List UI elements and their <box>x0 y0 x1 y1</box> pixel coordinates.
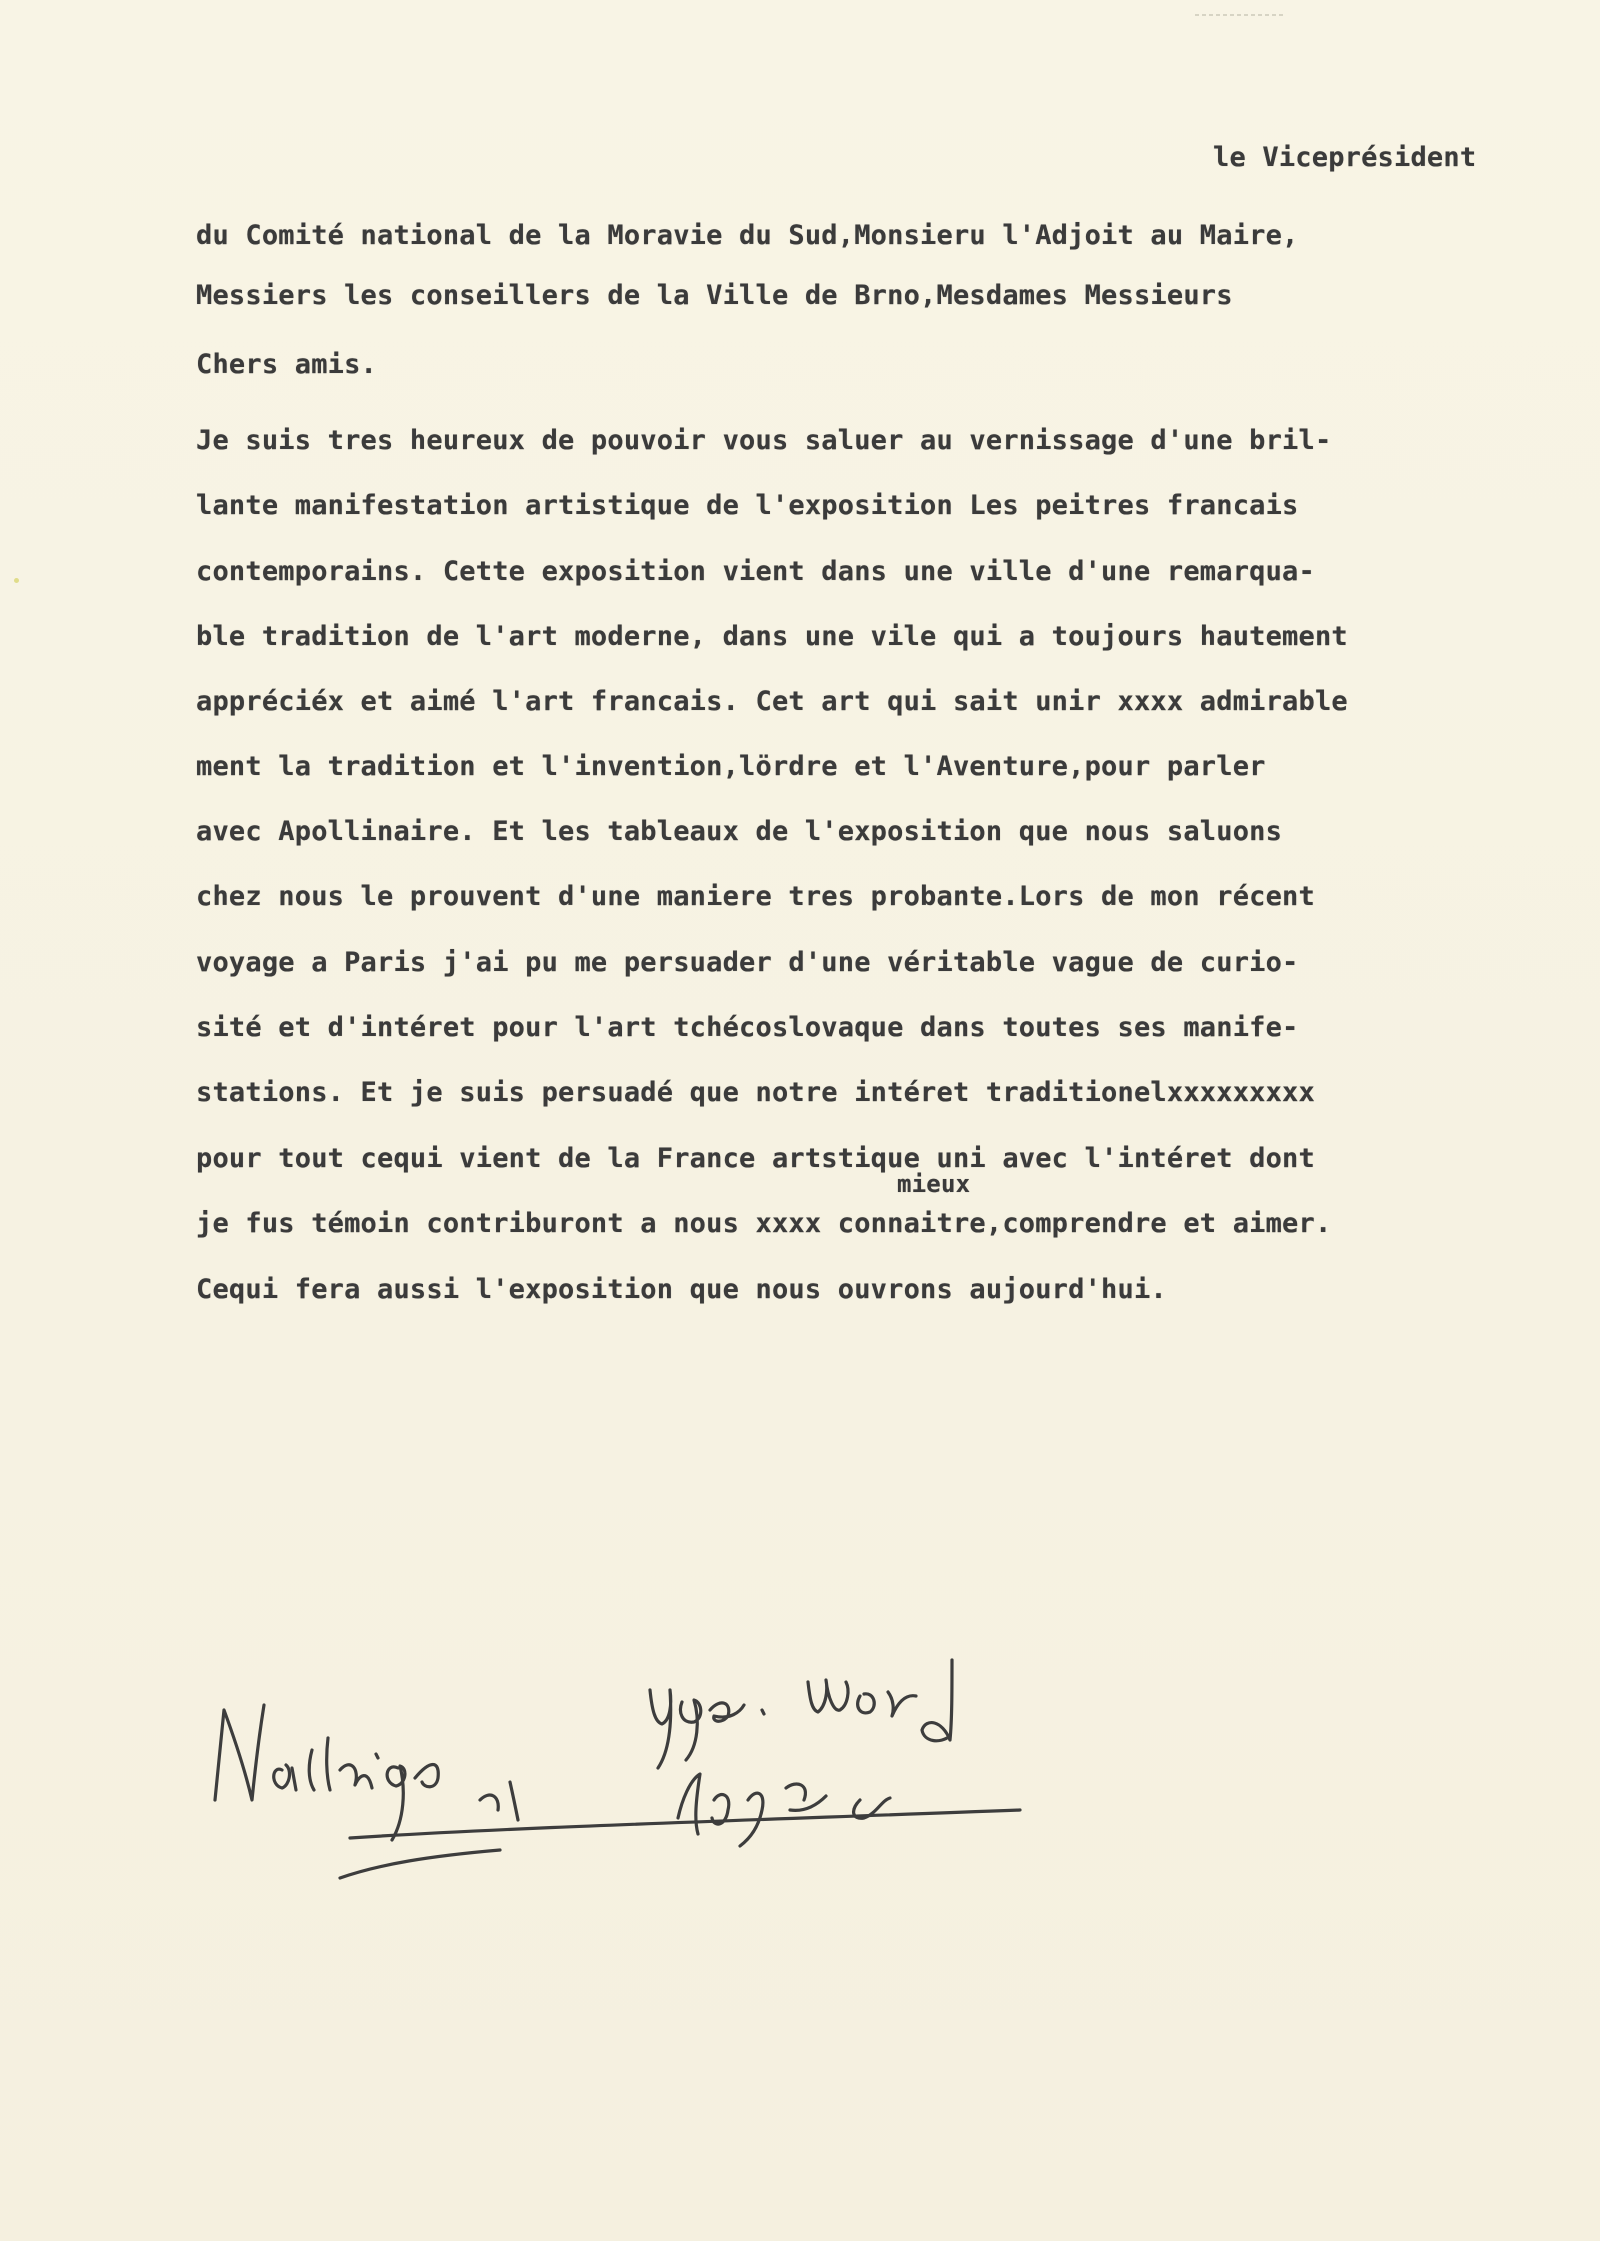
top-edge-mark <box>1195 14 1285 16</box>
letter-line: lante manifestation artistique de l'exposition Les peitres francais <box>196 490 1299 521</box>
letter-line: ment la tradition et l'invention,lördre et l'Aventure,pour parler <box>196 751 1266 782</box>
letter-insertion: mieux <box>897 1170 971 1198</box>
letter-line: contemporains. Cette exposition vient dans une ville d'une remarqua- <box>196 556 1315 587</box>
letter-line: Cequi fera aussi l'exposition que nous ouvrons aujourd'hui. <box>196 1274 1167 1305</box>
letter-line: avec Apollinaire. Et les tableaux de l'exposition que nous saluons <box>196 816 1283 847</box>
letter-line: Chers amis. <box>196 349 378 380</box>
letter-line: appréciéx et aimé l'art francais. Cet art qui sait unir xxxx admirable <box>196 686 1348 717</box>
paper-speck <box>14 578 19 583</box>
letter-line: stations. Et je suis persuadé que notre intéret traditionelxxxxxxxxx <box>196 1077 1315 1108</box>
letter-salutation: le Viceprésident <box>1213 142 1477 173</box>
letter-line: sité et d'intéret pour l'art tchécoslovaque dans toutes ses manife- <box>196 1012 1299 1043</box>
letter-line: chez nous le prouvent d'une maniere tres probante.Lors de mon récent <box>196 881 1315 912</box>
letter-line: voyage a Paris j'ai pu me persuader d'une véritable vague de curio- <box>196 947 1299 978</box>
letter-line: je fus témoin contriburont a nous xxxx connaitre,comprendre et aimer. <box>196 1208 1332 1239</box>
letter-line: du Comité national de la Moravie du Sud,Monsieru l'Adjoit au Maire, <box>196 220 1299 251</box>
letter-line: ble tradition de l'art moderne, dans une vile qui a toujours hautement <box>196 621 1348 652</box>
letter-line: Messiers les conseillers de la Ville de Brno,Mesdames Messieurs <box>196 280 1233 311</box>
handwritten-signature <box>200 1650 1200 1930</box>
letter-line: pour tout cequi vient de la France artstique uni avec l'intéret dont <box>196 1143 1315 1174</box>
letter-line: Je suis tres heureux de pouvoir vous saluer au vernissage d'une bril- <box>196 425 1332 456</box>
